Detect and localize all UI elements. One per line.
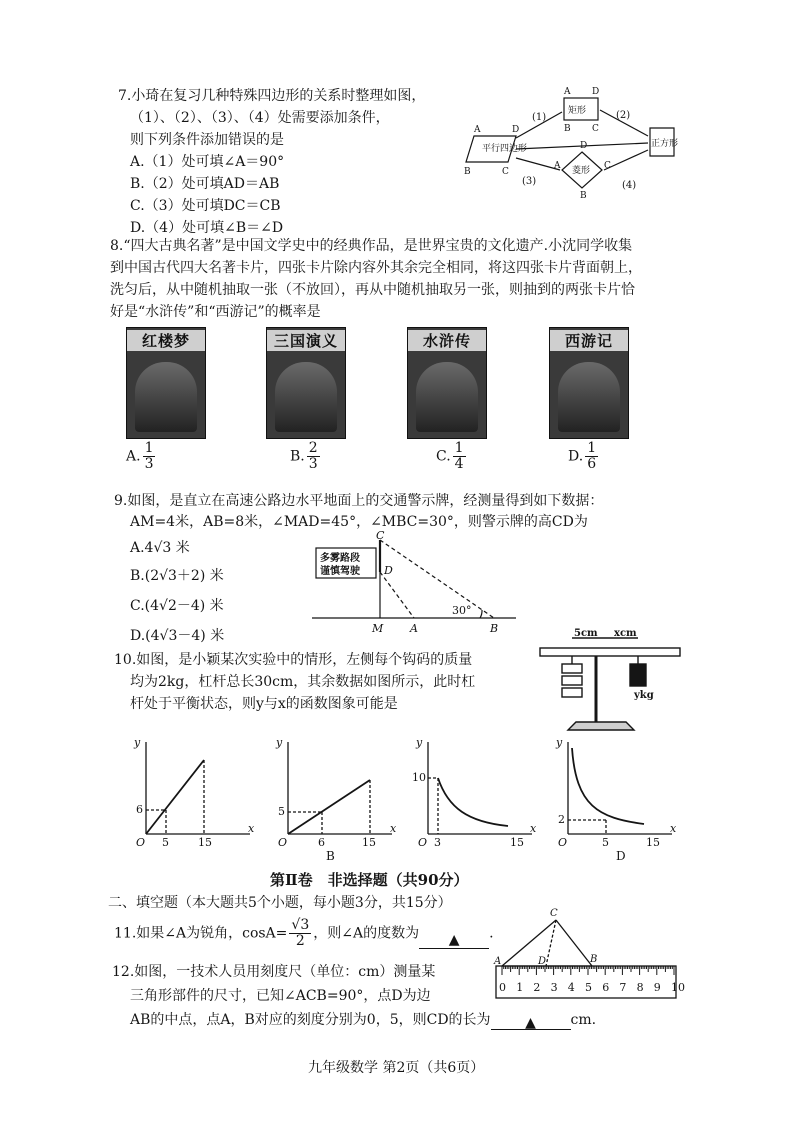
lever-right-label: xcm — [614, 628, 637, 639]
graph-c-o: O — [418, 836, 428, 849]
sign-text-1: 多雾路段 — [320, 553, 360, 564]
ruler-numbers — [499, 981, 685, 994]
y-weight — [630, 664, 646, 686]
ruler-number: 7 — [619, 981, 627, 994]
q8-option-a — [126, 441, 157, 472]
option-label: B. — [290, 448, 305, 465]
graph-d-tick-y: 2 — [558, 813, 565, 826]
line-bc — [380, 540, 494, 618]
cond-3: (3) — [522, 176, 537, 187]
ruler-number: 4 — [567, 981, 575, 994]
ruler-number: 8 — [636, 981, 644, 994]
denominator: 3 — [308, 456, 318, 472]
pt-m: M — [372, 622, 384, 635]
cond-4: (4) — [622, 180, 637, 191]
graph-d-tick-x1: 5 — [602, 836, 609, 849]
ruler-number: 9 — [653, 981, 661, 994]
q7-line2: （1）、（2）、（3）、（4）处需要添加条件， — [130, 110, 390, 126]
ruler-ticks — [502, 966, 674, 975]
q12-line3-pre: AB的中点，点A，B对应的刻度分别为0，5，则CD的长为 — [130, 1012, 491, 1028]
page-footer: 九年级数学 第2页（共6页） — [308, 1060, 485, 1076]
pt-d: D — [384, 564, 393, 577]
q9-option-a: A.4√3 米 — [130, 540, 190, 556]
rect-pt-c: C — [592, 124, 599, 134]
sign-text-2: 谨慎驾驶 — [320, 566, 360, 577]
graph-a — [146, 742, 250, 834]
para-pt-c: C — [502, 167, 509, 177]
lever-bar — [540, 648, 680, 656]
stand-base — [568, 722, 634, 730]
ruler-number: 3 — [550, 981, 558, 994]
graph-a-tick-x2: 15 — [198, 836, 212, 849]
ruler-number: 5 — [585, 981, 592, 994]
rhom-pt-b: B — [580, 191, 587, 201]
q10-line2: 均为2kg，杠杆总长30cm，其余数据如图所示，此时杠 — [130, 674, 476, 690]
graph-d-o: O — [558, 836, 568, 849]
ruler-pt-a: A — [494, 956, 502, 967]
graph-a-tick-y: 6 — [136, 803, 143, 816]
q11-post: ，则∠A的度数为 — [313, 925, 420, 942]
pt-a: A — [410, 622, 418, 635]
card-title: 西游记 — [550, 330, 628, 351]
q7-quadrilateral-diagram — [462, 80, 692, 220]
fraction — [585, 441, 598, 472]
angle-30: 30° — [452, 604, 472, 617]
cond-1: (1) — [532, 112, 547, 123]
q9-option-d: D.(4√3－4) 米 — [130, 628, 225, 644]
rect-pt-a: A — [564, 87, 571, 97]
ruler-number: 2 — [533, 981, 541, 994]
q11-answer-blank[interactable]: ▲ — [419, 932, 489, 949]
q9-line1: 9.如图，是直立在高速公路边水平地面上的交通警示牌，经测量得到如下数据： — [114, 493, 604, 509]
numerator: 1 — [144, 440, 154, 456]
denominator: 2 — [295, 933, 305, 949]
numerator: 2 — [308, 440, 318, 456]
card-xiyouji — [549, 327, 629, 439]
fraction — [307, 441, 320, 472]
q11 — [114, 918, 494, 949]
q7-option-b: B.（2）处可填AD＝AB — [130, 176, 280, 192]
card-title: 红楼梦 — [127, 330, 205, 351]
card-title: 三国演义 — [267, 330, 345, 351]
q8-line1: 8.“四大古典名著”是中国文学史中的经典作品，是世界宝贵的文化遗产.小沈同学收集 — [110, 238, 633, 254]
graph-b-label: B — [326, 849, 335, 863]
ruler-pt-b: B — [590, 954, 598, 965]
card-illustration — [135, 362, 197, 432]
graph-b-x: x — [390, 822, 397, 835]
option-label: D. — [568, 448, 584, 465]
graph-b-tick-x2: 15 — [362, 836, 376, 849]
numerator: √3 — [291, 917, 310, 933]
denominator: 3 — [144, 456, 154, 472]
pt-c: C — [376, 529, 385, 542]
q8-option-d — [568, 441, 600, 472]
hook-weight-3 — [562, 688, 582, 697]
q10-graph-options — [126, 736, 686, 866]
card-illustration — [275, 362, 337, 432]
graph-c — [428, 742, 532, 834]
q9-sign-diagram — [308, 529, 520, 638]
q12-answer-blank[interactable]: ▲ — [491, 1013, 571, 1030]
q12-line3-post: cm. — [570, 1012, 597, 1028]
numerator: 1 — [587, 440, 597, 456]
cond-2: (2) — [616, 110, 631, 121]
graph-b-tick-y: 5 — [278, 805, 285, 818]
fill-section-title: 二、填空题（本大题共5个小题，每小题3分，共15分） — [108, 895, 452, 911]
graph-b — [288, 742, 392, 834]
ruler-number: 10 — [671, 981, 685, 994]
fraction — [453, 441, 466, 472]
ruler-number: 0 — [499, 981, 506, 994]
card-shuihuzhuan — [407, 327, 487, 439]
weight-label: ykg — [634, 690, 654, 701]
q9-line2: AM=4米，AB=8米，∠MAD=45°，∠MBC=30°，则警示牌的高CD为 — [130, 514, 588, 530]
q11-end: . — [489, 925, 494, 942]
graph-b-o: O — [278, 836, 288, 849]
graph-a-o: O — [136, 836, 146, 849]
graph-d-tick-x2: 15 — [646, 836, 660, 849]
rhom-pt-a: A — [554, 161, 561, 171]
rhom-pt-c: C — [604, 161, 611, 171]
para-pt-b: B — [464, 167, 471, 177]
hook-weight-2 — [562, 676, 582, 685]
q9-option-c: C.(4√2－4) 米 — [130, 598, 224, 614]
denominator: 6 — [587, 456, 597, 472]
hook-weight-1 — [562, 664, 582, 673]
fraction — [143, 441, 156, 472]
q7-option-d: D.（4）处可填∠B＝∠D — [130, 220, 284, 236]
card-illustration — [558, 362, 620, 432]
square-label: 正方形 — [651, 139, 679, 149]
ruler-number: 6 — [602, 981, 610, 994]
ruler-pt-c: C — [550, 908, 558, 919]
graph-b-tick-x1: 6 — [318, 836, 325, 849]
graph-c-x: x — [530, 822, 537, 835]
q9-option-b: B.(2√3＋2) 米 — [130, 568, 224, 584]
graph-c-y: y — [416, 736, 423, 749]
option-label: C. — [436, 448, 451, 465]
q10-lever-diagram — [538, 626, 682, 736]
option-label: A. — [126, 448, 141, 465]
denominator: 4 — [454, 456, 464, 472]
rect-pt-d: D — [592, 87, 600, 97]
graph-a-tick-x1: 5 — [162, 836, 169, 849]
angle-arc — [480, 610, 482, 618]
q8-line4: 好是“水浒传”和“西游记”的概率是 — [110, 304, 321, 320]
graph-c-tick-x2: 15 — [510, 836, 524, 849]
rectangle-label: 矩形 — [568, 106, 587, 116]
card-hongloumeng — [126, 327, 206, 439]
q11-pre: 11.如果∠A为锐角，cosA= — [114, 925, 288, 942]
lever-left-label: 5cm — [574, 628, 598, 639]
graph-b-y: y — [276, 736, 283, 749]
rhombus-label: 菱形 — [572, 166, 591, 176]
q7-line1: 7.小琦在复习几种特殊四边形的关系时整理如图， — [118, 88, 426, 104]
part2-title: 第Ⅱ卷 非选择题（共90分） — [270, 871, 469, 889]
graph-c-tick-x1: 3 — [434, 836, 441, 849]
graph-a-y: y — [134, 736, 141, 749]
graph-d-x: x — [670, 822, 677, 835]
q8-line2: 到中国古代四大名著卡片，四张卡片除内容外其余完全相同，将这四张卡片背面朝上， — [110, 260, 642, 276]
graph-c-tick-y: 10 — [412, 771, 426, 784]
q10-line1: 10.如图，是小颖某次实验中的情形，左侧每个钩码的质量 — [114, 652, 473, 668]
q8-line3: 洗匀后，从中随机抽取一张（不放回），再从中随机抽取另一张，则抽到的两张卡片恰 — [110, 282, 635, 298]
side-ac — [502, 920, 556, 966]
q10-line3: 杆处于平衡状态，则y与x的函数图象可能是 — [130, 696, 398, 712]
graph-d-y: y — [556, 736, 563, 749]
graph-a-x: x — [248, 822, 255, 835]
line-ad — [380, 572, 414, 618]
graph-d — [568, 742, 672, 834]
q12-line2: 三角形部件的尺寸，已知∠ACB=90°，点D为边 — [130, 988, 431, 1004]
card-title: 水浒传 — [408, 330, 486, 351]
pt-b: B — [490, 622, 499, 635]
q12-ruler-diagram — [492, 906, 685, 1002]
q7-option-a: A.（1）处可填∠A＝90° — [130, 154, 285, 170]
parallelogram-label: 平行四边形 — [482, 144, 528, 154]
q7-line3: 则下列条件添加错误的是 — [130, 132, 284, 148]
numerator: 1 — [454, 440, 464, 456]
graph-d-label: D — [616, 849, 626, 863]
para-pt-d: D — [512, 125, 520, 135]
rhom-pt-d: D — [580, 141, 588, 151]
side-bc — [556, 920, 592, 966]
q12-line3 — [130, 1010, 596, 1030]
q12-line1: 12.如图，一技术人员用刻度尺（单位：cm）测量某 — [112, 964, 436, 980]
q7-option-c: C.（3）处可填DC＝CB — [130, 198, 281, 214]
q8-option-c — [436, 441, 468, 472]
card-sanguoyanyi — [266, 327, 346, 439]
para-pt-a: A — [474, 125, 481, 135]
rect-pt-b: B — [564, 124, 571, 134]
q11-fraction — [289, 918, 311, 949]
card-illustration — [416, 362, 478, 432]
ruler-pt-d: D — [538, 956, 547, 967]
q8-option-b — [290, 441, 322, 472]
ruler-number: 1 — [516, 981, 524, 994]
